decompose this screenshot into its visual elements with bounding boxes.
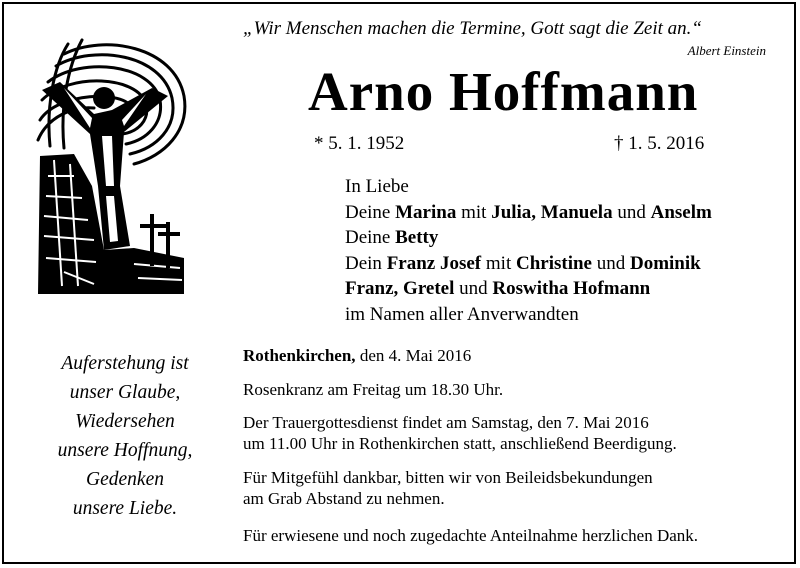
deceased-name: Arno Hoffmann xyxy=(308,61,699,122)
place: Rothenkirchen, xyxy=(243,346,356,365)
family-name: Anselm xyxy=(650,201,712,223)
birth-date: * 5. 1. 1952 xyxy=(314,133,405,154)
thanks-line: Für erwiesene und noch zugedachte Anteilnahme herzlichen Dank. xyxy=(243,526,699,545)
quote-author: Albert Einstein xyxy=(687,43,766,58)
service-line: Der Trauergottesdienst findet am Samstag, den 7. Mai 2016 xyxy=(243,413,649,432)
family-text: Dein xyxy=(345,252,387,274)
family-name: Franz Josef xyxy=(386,252,482,274)
family-text: und xyxy=(591,252,630,274)
family-line xyxy=(345,200,712,226)
family-line xyxy=(345,251,712,277)
family-text: und xyxy=(612,201,651,223)
quote: „Wir Menschen machen die Termine, Gott sagt die Zeit an.“ xyxy=(243,18,702,39)
family-text: mit xyxy=(456,201,492,223)
condolence-line: Für Mitgefühl dankbar, bitten wir von Beileidsbekundungen xyxy=(243,468,653,487)
family-list xyxy=(345,174,712,327)
family-line xyxy=(345,225,712,251)
family-text: und xyxy=(454,278,493,299)
family-text: In Liebe xyxy=(345,176,409,197)
condolence-info xyxy=(243,467,653,509)
motto xyxy=(36,349,214,523)
family-line xyxy=(345,302,712,328)
family-text: Deine xyxy=(345,227,396,248)
service-info xyxy=(243,412,677,454)
family-name: Julia, Manuela xyxy=(491,201,613,223)
motto-line: Gedenken xyxy=(86,469,164,490)
rosary-info: Rosenkranz am Freitag um 18.30 Uhr. xyxy=(243,380,504,399)
family-name: Christine xyxy=(515,252,592,274)
motto-line: Wiedersehen xyxy=(75,411,175,432)
condolence-line: am Grab Abstand zu nehmen. xyxy=(243,489,445,508)
family-text: im Namen aller Anverwandten xyxy=(345,303,579,325)
family-text: mit xyxy=(481,252,516,274)
place-date xyxy=(243,345,471,366)
resurrection-christ-icon xyxy=(34,36,194,298)
family-line xyxy=(345,174,712,200)
family-name: Betty xyxy=(395,227,439,248)
family-name: Dominik xyxy=(629,252,701,274)
family-text: Deine xyxy=(345,201,396,223)
notice-date: den 4. Mai 2016 xyxy=(355,346,472,365)
motto-line: unsere Hoffnung, xyxy=(57,440,193,461)
death-date: † 1. 5. 2016 xyxy=(614,133,705,154)
motto-line: Auferstehung ist xyxy=(61,353,189,374)
service-line: um 11.00 Uhr in Rothenkirchen statt, anschließend Beerdigung. xyxy=(243,434,677,453)
motto-line: unser Glaube, xyxy=(69,382,181,403)
motto-line: unsere Liebe. xyxy=(72,498,178,519)
family-name: Roswitha Hofmann xyxy=(492,278,651,299)
family-name: Franz, Gretel xyxy=(345,278,455,299)
family-line xyxy=(345,276,712,302)
family-name: Marina xyxy=(395,201,457,223)
